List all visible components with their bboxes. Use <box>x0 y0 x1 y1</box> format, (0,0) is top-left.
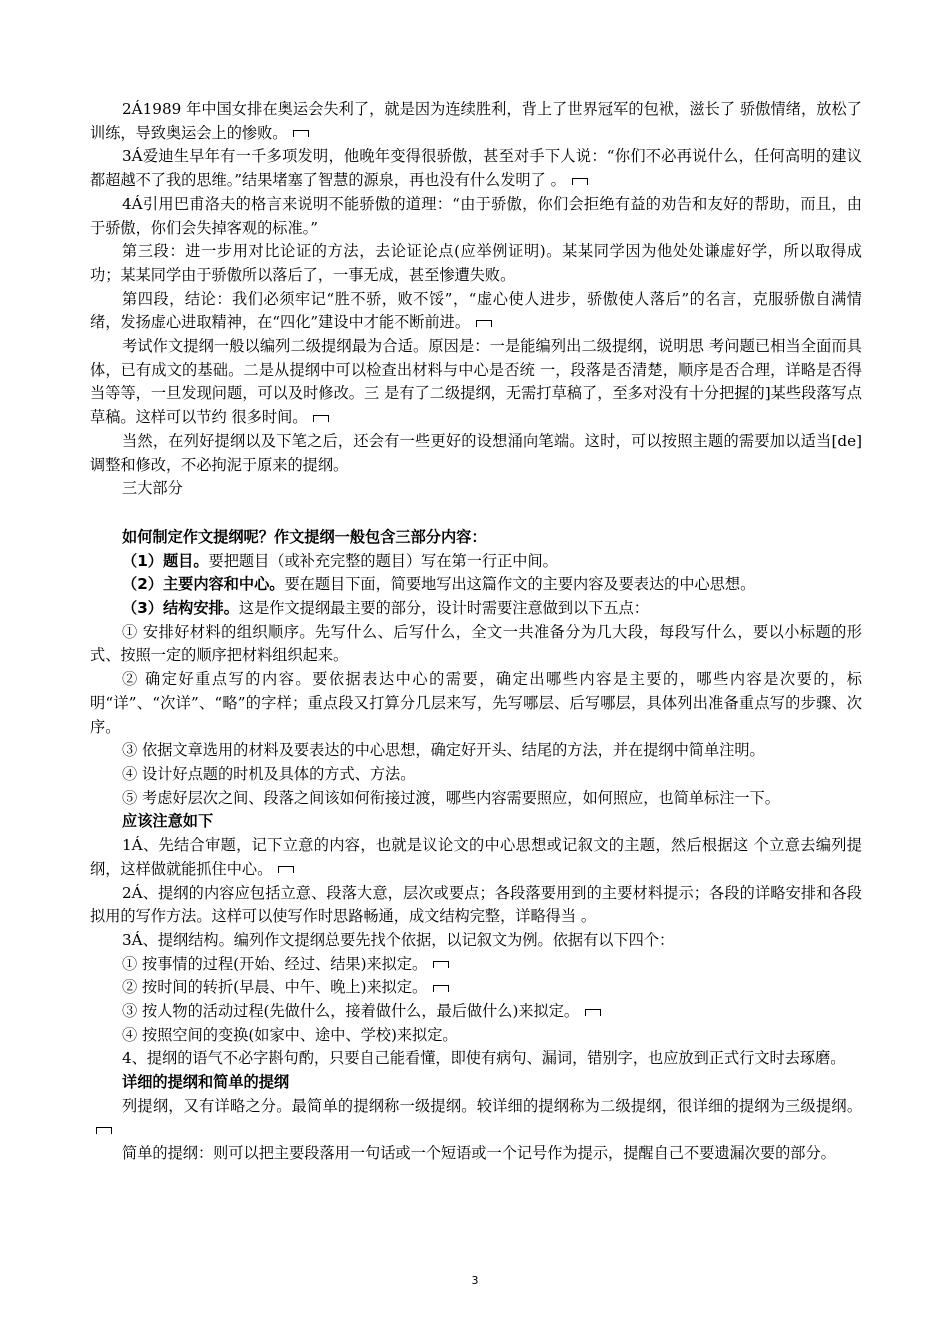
heading-text: 详细的提纲和简单的提纲 <box>122 1073 290 1092</box>
return-mark-icon <box>572 178 588 185</box>
spacer <box>90 501 862 526</box>
paragraph <box>90 430 862 477</box>
section-label <box>90 477 862 501</box>
paragraph <box>90 145 862 192</box>
paragraph-text: 三大部分 <box>122 479 183 498</box>
paragraph-text: ④ 设计好点题的时机及具体的方式、方法。 <box>122 764 416 783</box>
paragraph <box>90 834 862 881</box>
return-mark-icon <box>278 866 294 873</box>
item-label: （3）结构安排。 <box>122 599 239 618</box>
page-number: 3 <box>471 1274 479 1287</box>
paragraph-text: 当然，在列好提纲以及下笔之后，还会有一些更好的设想涌向笔端。这时，可以按照主题的需要加以适当[de]调整和修改，不必拘泥于原来的提纲。 <box>90 431 862 474</box>
paragraph-text: 列提纲，又有详略之分。最简单的提纲称一级提纲。较详细的提纲称为二级提纲，很详细的提纲为三级提纲。 <box>122 1096 862 1115</box>
paragraph-text: 3Á、提纲结构。编列作文提纲总要先找个依据，以记叙文为例。依据有以下四个： <box>122 930 675 949</box>
paragraph-text: ① 按事情的过程(开始、经过、结果)来拟定。 <box>122 954 428 973</box>
heading <box>90 526 862 550</box>
paragraph-text: ① 安排好材料的组织顺序。先写什么、后写什么，全文一共准备分为几大段，每段写什么，要以小标题的形式、按照一定的顺序把材料组织起来。 <box>90 622 862 665</box>
paragraph <box>90 573 862 597</box>
paragraph-text: 1Á、先结合审题，记下立意的内容，也就是议论文的中心思想或记叙文的主题，然后根据这 个立意去编列提纲，这样做就能抓住中心。 <box>90 836 862 878</box>
paragraph <box>90 976 862 1000</box>
document-body <box>90 98 862 1166</box>
item-label: （2）主要内容和中心。 <box>122 575 285 594</box>
paragraph-text: 要把题目（或补充完整的题目）写在第一行正中间。 <box>208 551 558 570</box>
paragraph <box>90 240 862 287</box>
paragraph <box>90 335 862 430</box>
return-mark-icon <box>585 1009 601 1016</box>
paragraph-text: ④ 按照空间的变换(如家中、途中、学校)来拟定。 <box>122 1025 458 1044</box>
heading <box>90 1071 862 1095</box>
paragraph <box>90 1095 862 1142</box>
paragraph <box>90 550 862 574</box>
paragraph-text: ⑤ 考虑好层次之间、段落之间该如何衔接过渡，哪些内容需要照应，如何照应，也简单标注一下。 <box>122 788 780 807</box>
paragraph-text: 4Á引用巴甫洛夫的格言来说明不能骄傲的道理：“由于骄傲，你们会拒绝有益的劝告和友好的帮助，而且，由于骄傲，你们会失掉客观的标准。” <box>90 194 862 237</box>
paragraph <box>90 953 862 977</box>
paragraph-text: 2Á、提纲的内容应包括立意、段落大意，层次或要点；各段落要用到的主要材料提示；各段的详略安排和各段拟用的写作方法。这样可以使写作时思路畅通，成文结构完整，详略得当 。 <box>90 883 862 926</box>
paragraph-text: 要在题目下面，简要地写出这篇作文的主要内容及要表达的中心思想。 <box>284 575 756 594</box>
paragraph <box>90 787 862 811</box>
heading-text: 应该注意如下 <box>122 812 214 831</box>
paragraph <box>90 597 862 621</box>
paragraph <box>90 621 862 668</box>
paragraph-text: 第四段，结论：我们必须牢记“胜不骄，败不馁”，“虚心使人进步，骄傲使人落后”的名言，克服骄傲自满情绪，发扬虚心进取精神，在“四化”建设中才能不断前进。 <box>90 289 862 332</box>
return-mark-icon <box>433 985 449 992</box>
paragraph-text: ② 确定好重点写的内容。要依据表达中心的需要，确定出哪些内容是主要的，哪些内容是次要的，标明“详”、“次详”、“略”的字样；重点段又打算分几层来写，先写哪层、后写哪层，具体列出准备重点写的步骤、次序。 <box>90 670 862 736</box>
paragraph-text: 考试作文提纲一般以编列二级提纲最为合适。原因是：一是能编列出二级提纲，说明思 考问题已相当全面而具体，已有成文的基础。二是从提纲中可以检查出材料与中心是否统 一，段落是否清楚，顺序是否合理，详略是否得当等等，一旦发现问题，可以及时修改。三 是有了二级提纲，无需打草稿了，至多对没有十分把握的]某些段落写点草稿。这样可以节约 很多时间。 <box>90 337 862 427</box>
heading-text: 如何制定作文提纲呢？作文提纲一般包含三部分内容： <box>122 527 487 546</box>
paragraph <box>90 1142 862 1166</box>
paragraph <box>90 739 862 763</box>
paragraph-text: 3Á爱迪生早年有一千多项发明，他晚年变得很骄傲，甚至对手下人说：“你们不必再说什么，任何高明的建议都超越不了我的思维。”结果堵塞了智慧的源泉，再也没有什么发明了 。 <box>90 147 862 190</box>
return-mark-icon <box>96 1127 112 1134</box>
paragraph <box>90 98 862 145</box>
item-label: （1）题目。 <box>122 551 209 570</box>
return-mark-icon <box>476 320 492 327</box>
paragraph-text: 2Á1989 年中国女排在奥运会失利了，就是因为连续胜利，背上了世界冠军的包袱，滋长了 骄傲情绪，放松了训练，导致奥运会上的惨败。 <box>90 100 862 142</box>
paragraph <box>90 193 862 240</box>
paragraph <box>90 668 862 739</box>
paragraph-text: ③ 按人物的活动过程(先做什么，接着做什么，最后做什么)来拟定。 <box>122 1002 580 1021</box>
paragraph <box>90 882 862 929</box>
paragraph <box>90 763 862 787</box>
paragraph-text: 简单的提纲：则可以把主要段落用一句话或一个短语或一个记号作为提示，提醒自己不要遗漏次要的部分。 <box>122 1144 836 1163</box>
heading <box>90 810 862 834</box>
paragraph-text: ③ 依据文章选用的材料及要表达的中心思想，确定好开头、结尾的方法，并在提纲中简单注明。 <box>122 741 765 760</box>
paragraph <box>90 929 862 953</box>
paragraph-text: 4、提纲的语气不必字斟句酌，只要自己能看懂，即使有病句、漏词，错别字，也应放到正式行文时去琢磨。 <box>122 1049 846 1068</box>
paragraph <box>90 288 862 335</box>
paragraph <box>90 1047 862 1071</box>
paragraph <box>90 1024 862 1048</box>
return-mark-icon <box>433 961 449 968</box>
paragraph-text: 这是作文提纲最主要的部分，设计时需要注意做到以下五点： <box>238 599 649 618</box>
paragraph-text: 第三段：进一步用对比论证的方法，去论证论点(应举例证明)。某某同学因为他处处谦虚好学，所以取得成功；某某同学由于骄傲所以落后了，一事无成，甚至惨遭失败。 <box>90 242 862 284</box>
return-mark-icon <box>293 130 309 137</box>
paragraph-text: ② 按时间的转折(早晨、中午、晚上)来拟定。 <box>122 978 428 997</box>
return-mark-icon <box>313 415 329 422</box>
paragraph <box>90 1000 862 1024</box>
